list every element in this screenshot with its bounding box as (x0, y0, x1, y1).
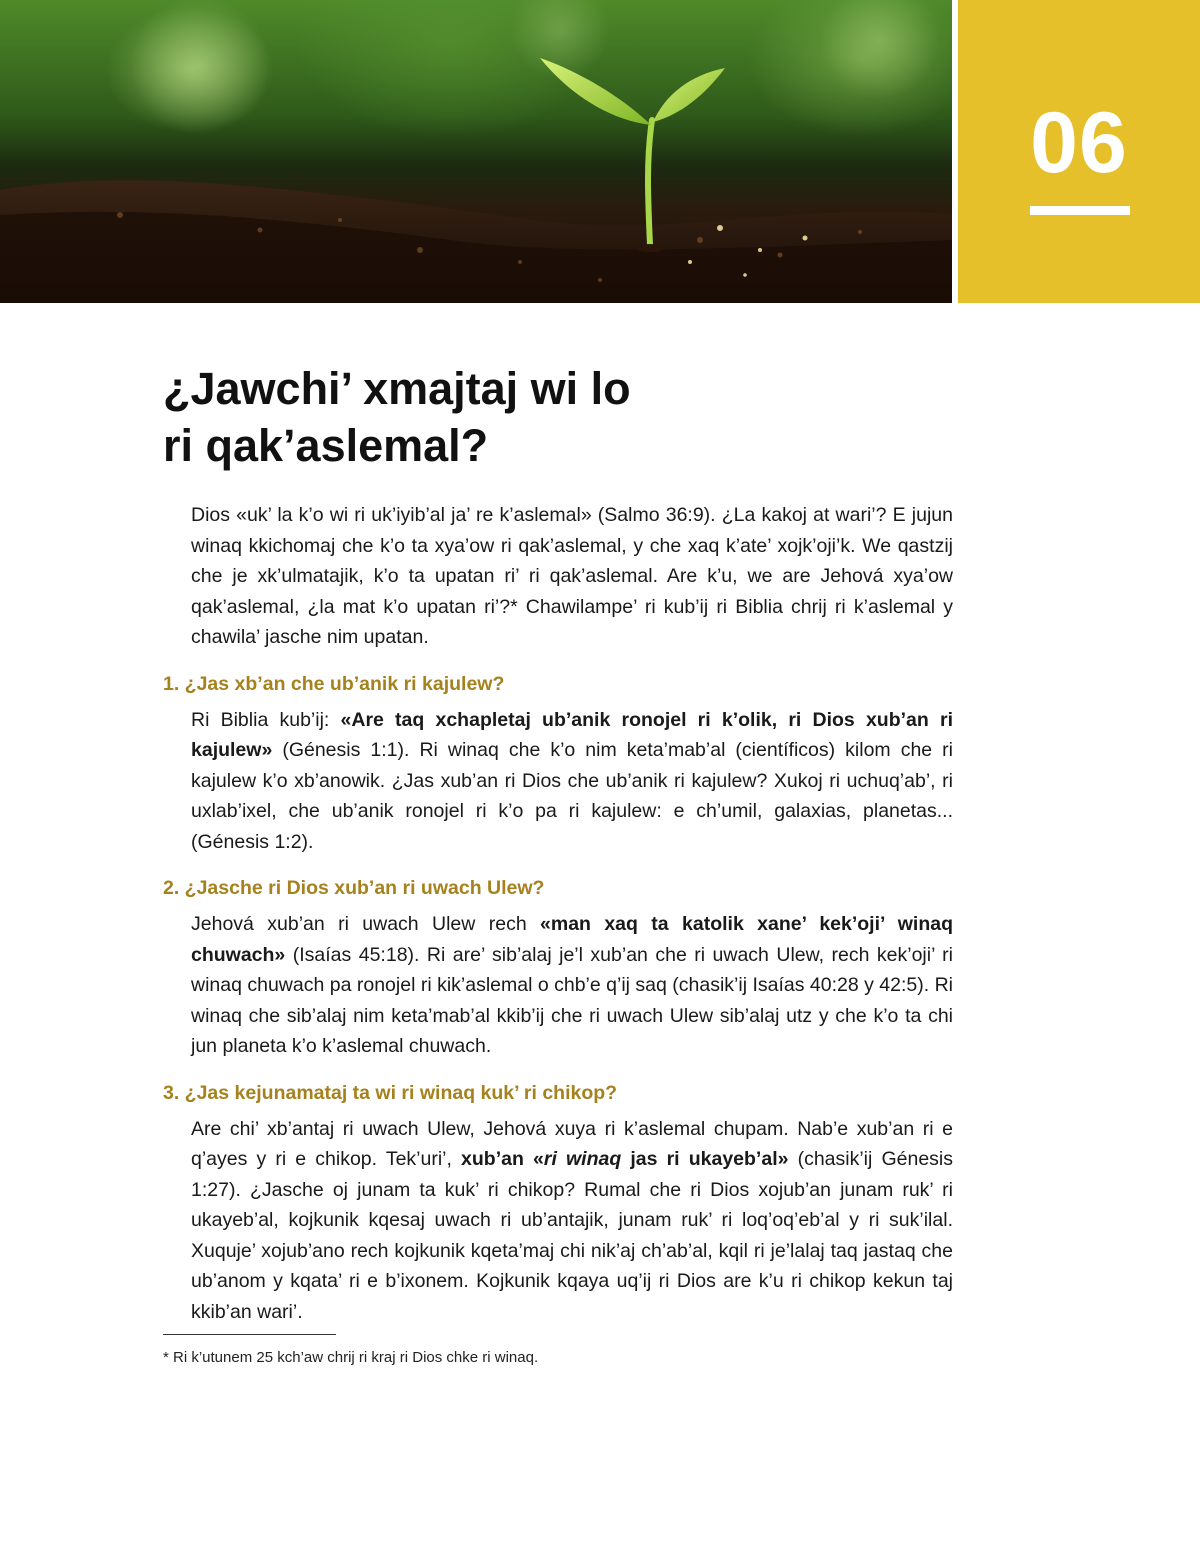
section-2-text-a: Jehová xub’an ri uwach Ulew rech (191, 913, 541, 935)
footnote-divider (163, 1334, 336, 1335)
hero-image (0, 0, 952, 303)
section-paragraph-2 (191, 909, 953, 1062)
section-paragraph-1 (191, 705, 953, 858)
section-1-text-b: (Génesis 1:1). Ri winaq che k’o nim keta’mab’al (científicos) kilom che ri kajulew k’o xb’anowik. ¿Jas xub’an ri Dios che ub’anik ri kajulew? Xukoj ri uchuq’ab’, ri uxlab’ixel, che ub’anik ronojel ri k’o pa ri kajulew: e ch’umil, galaxias, planetas... (Génesis 1:2). (191, 739, 953, 853)
chapter-badge (958, 0, 1200, 303)
section-2-quote: «man xaq ta katolik xane’ kek’oji’ winaq chuwach» (191, 913, 953, 966)
section-paragraph-3 (191, 1114, 953, 1328)
seedling-illustration (0, 0, 952, 303)
section-3-text-a: Are chi’ xb’antaj ri uwach Ulew, Jehová xuya ri k’aslemal chupam. Nab’e xub’an ri e q’ayes y ri e chikop. Tek’uri’, (191, 1117, 953, 1170)
intro-paragraph: Dios «uk’ la k’o wi ri uk’iyib’al ja’ re k’aslemal» (Salmo 36:9). ¿La kakoj at wari’? E jujun winaq kkichomaj che k’o ta xya’ow ri qak’aslemal, y che xaq k’ate’ xojk’oji’k. We qastzij che je xk’ulmatajik, k’o ta upatan ri’ ri qak’aslemal. Are k’u, we are Jehová xya’ow qak’aslemal, ¿la mat k’o upatan ri’?* Chawilampe’ ri kub’ij ri Biblia chrij ri k’aslemal y chawila’ jasche nim upatan. (191, 504, 953, 648)
title-line-1: ¿Jawchi’ xmajtaj wi lo (163, 363, 631, 414)
section-1-text-a: Ri Biblia kub’ij: (191, 708, 341, 731)
section-3-quote-a: xub’an « (461, 1148, 544, 1170)
section-heading-3: 3. ¿Jas kejunamataj ta wi ri winaq kuk’ ri chikop? (163, 1081, 618, 1104)
section-2-text-b: (Isaías 45:18). Ri are’ sib’alaj je’l xub’an che ri uwach Ulew, rech kek’oji’ ri winaq chuwach pa ronojel ri kik’aslemal o chb’e q’ij saq (chasik’ij Isaías 40:28 y 42:5). Ri winaq che sib’alaj nim keta’mab’al kkib’ij che ri uwach Ulew sib’alaj utz y che k’o ta chi jun planeta k’o k’aslemal chuwach. (191, 943, 953, 1057)
section-3-quote-b: jas ri ukayeb’al» (621, 1148, 789, 1170)
section-1-quote: «Are taq xchapletaj ub’anik ronojel ri k’olik, ri Dios xub’an ri kajulew» (191, 708, 953, 761)
section-heading-1: 1. ¿Jas xb’an che ub’anik ri kajulew? (163, 672, 505, 695)
chapter-underline (1030, 206, 1130, 215)
chapter-number: 06 (1030, 95, 1128, 191)
footnote: * Ri k’utunem 25 kch’aw chrij ri kraj ri Dios chke ri winaq. (163, 1349, 539, 1366)
title-line-2: ri qak’aslemal? (163, 420, 489, 471)
section-heading-2: 2. ¿Jasche ri Dios xub’an ri uwach Ulew? (163, 877, 545, 899)
page-title (163, 360, 1023, 474)
section-3-text-b: (chasik’ij Génesis 1:27). ¿Jasche oj junam ta kuk’ ri chikop? Rumal che ri Dios xojub’an junam ruk’ ri ukayeb’al, kojkunik kqesaj uwach ri ub’antajik, junam ruk’ ri loq’oq’eb’al y ri suk’ilal. Xuquje’ xojub’ano rech kojkunik kqeta’maj chi nik’aj ch’ab’al, kqil ri je’lalaj taq jastaq che ub’anom y kqata’ ri e b’ixonem. Kojkunik kqaya uq’ij ri Dios are k’u ri chikop kekun taj kkib’an wari’. (191, 1148, 953, 1323)
main-content (163, 500, 953, 1327)
section-3-quote-italic: ri winaq (543, 1148, 622, 1170)
